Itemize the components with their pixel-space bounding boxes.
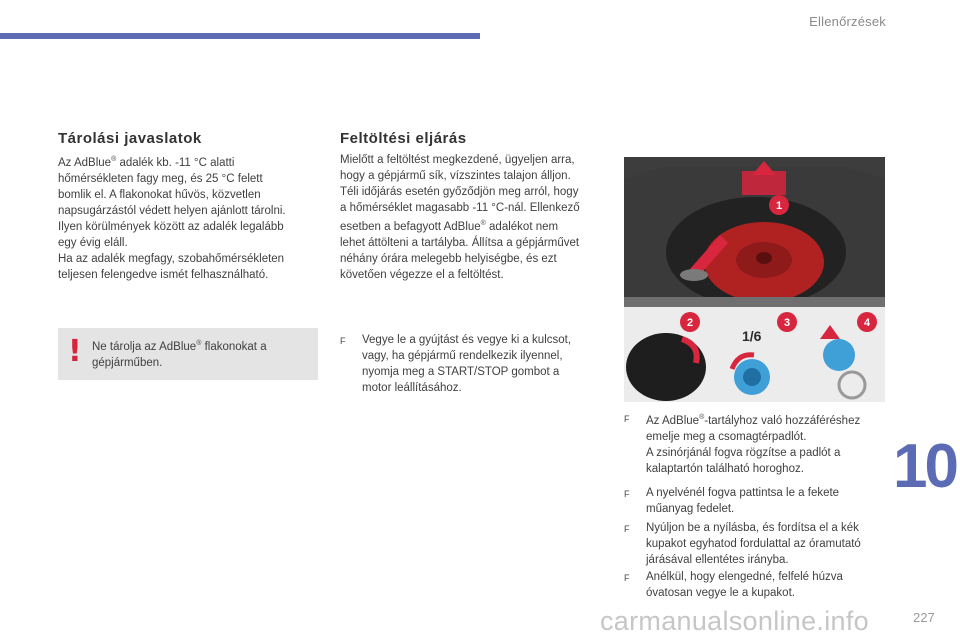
storage-title: Tárolási javaslatok bbox=[58, 130, 202, 147]
bullet-text: Nyúljon be a nyílásba, és fordítsa el a kék kupakot egyhatod fordulattal az óramutató járásával ellentétes irányba. bbox=[646, 522, 861, 566]
header-accent-bar bbox=[0, 33, 480, 39]
bullet-icon: F bbox=[624, 414, 630, 424]
boot-illustration bbox=[624, 157, 885, 402]
warning-text: Ne tárolja az AdBlue® flakonokat a gépjárműben. bbox=[92, 340, 267, 369]
watermark: carmanualsonline.info bbox=[600, 606, 869, 636]
refill-step-ignition bbox=[340, 332, 610, 402]
svg-text:4: 4 bbox=[863, 317, 871, 329]
warning-box bbox=[58, 328, 318, 380]
bullet-icon: F bbox=[624, 489, 630, 499]
bullet-text: A nyelvénél fogva pattintsa le a fekete műanyag fedelet. bbox=[646, 487, 840, 515]
step-turn-cap bbox=[624, 520, 894, 570]
step-remove-cover bbox=[624, 485, 894, 519]
section-title: Ellenőrzések bbox=[809, 14, 886, 29]
turn-label: 1/6 bbox=[742, 328, 762, 344]
page-number: 227 bbox=[913, 610, 935, 625]
svg-text:3: 3 bbox=[783, 317, 791, 329]
bullet-text: Az AdBlue®-tartályhoz való hozzáféréshez emelje meg a csomagtérpadlót. A zsinórjánál fogva rögzítse a padlót a kalaptartón található horoghoz. bbox=[646, 414, 861, 475]
bullet-icon: F bbox=[624, 524, 630, 534]
step-lift-floor bbox=[624, 410, 894, 476]
warning-icon: ! bbox=[68, 334, 82, 369]
bullet-icon: F bbox=[340, 336, 346, 346]
refill-title: Feltöltési eljárás bbox=[340, 130, 467, 147]
storage-paragraph: Az AdBlue® adalék kb. -11 °C alatti hőmérsékleten fagy meg, és 25 °C felett bomlik el. A flakonokat hűvös, közvetlen napsugárzástól védett helyen ajánlott tárolni. Ilyen körülmények között az adalék legalább egy évig eláll. Ha az adalék megfagy, szobahőmérsékleten teljesen felengedve ismét felhasználható. bbox=[58, 156, 286, 281]
svg-text:2: 2 bbox=[686, 317, 694, 329]
svg-text:1: 1 bbox=[775, 200, 783, 212]
bullet-icon: F bbox=[624, 573, 630, 583]
chapter-number: 10 bbox=[893, 432, 956, 501]
bullet-text: Vegye le a gyújtást és vegye ki a kulcsot, vagy, ha gépjármű rendelkezik ilyennel, nyomja meg a START/STOP gombot a motor leállításához. bbox=[362, 334, 572, 394]
step-lift-cap bbox=[624, 569, 894, 603]
bullet-text: Anélkül, hogy elengedné, felfelé húzva óvatosan vegye le a kupakot. bbox=[646, 571, 843, 599]
refill-paragraph: Mielőtt a feltöltést megkezdené, ügyeljen arra, hogy a gépjármű sík, vízszintes talajon álljon. Téli időjárás esetén győződjön meg arról, hogy a hőmérséklet magasabb -11 °C-nál. Ellenkező esetben a befagyott AdBlue® adalékot nem lehet áttölteni a tartályba. Állítsa a gépjárművet néhány órára melegebb helyiségbe, és ezt követően végezze el a feltöltést. bbox=[340, 154, 580, 281]
